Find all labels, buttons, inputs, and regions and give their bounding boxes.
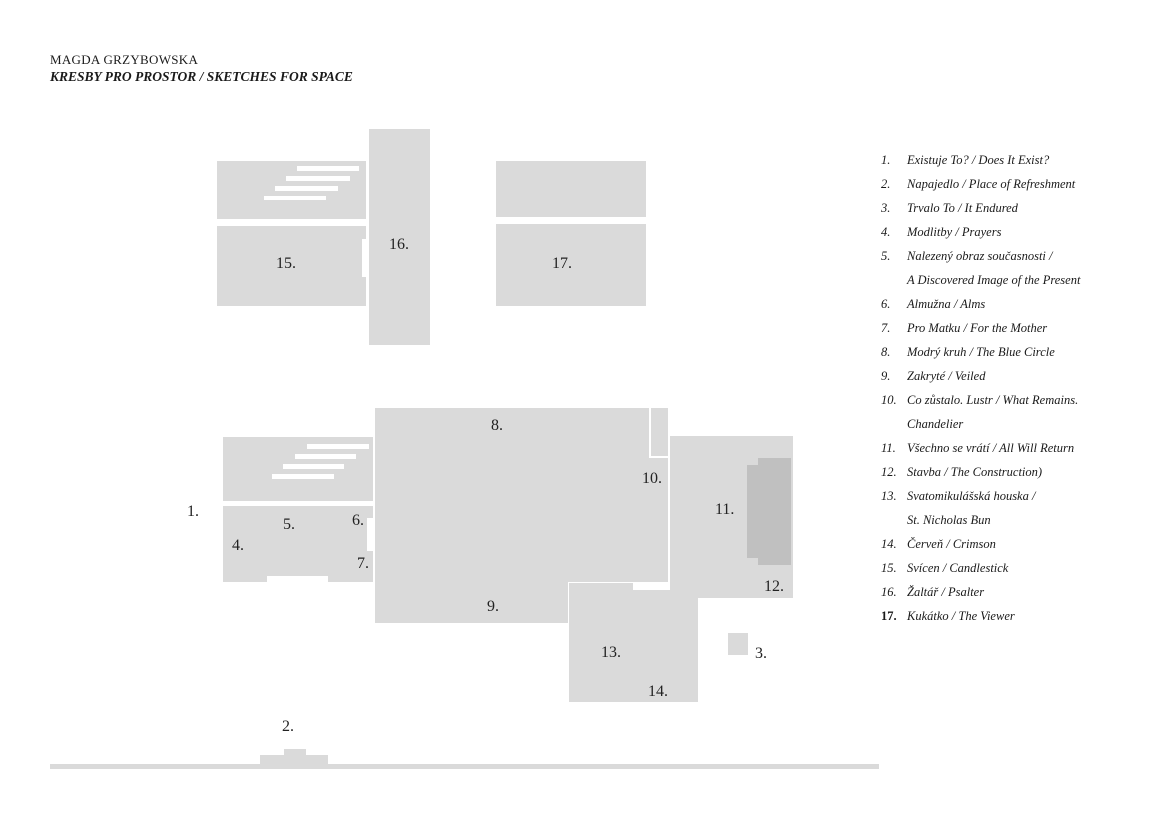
object-3 (728, 633, 748, 655)
legend-text: Žaltář / Psalter (907, 585, 985, 599)
map-label-8: 8. (491, 417, 503, 434)
legend-item (881, 148, 1151, 172)
legend-text: Všechno se vrátí / All Will Return (907, 441, 1075, 455)
doorway (367, 518, 374, 551)
map-label-9: 9. (487, 598, 499, 615)
legend-text: Zakryté / Veiled (907, 369, 986, 383)
legend-text: Stavba / The Construction) (907, 465, 1043, 479)
object-2 (284, 749, 306, 756)
doorway (362, 239, 368, 277)
legend-item (881, 436, 1151, 460)
stair-line (283, 464, 344, 469)
stair-line (264, 196, 326, 200)
map-label-4: 4. (232, 537, 244, 554)
map-label-15: 15. (276, 255, 296, 272)
artwork-legend (881, 148, 1151, 628)
stair-line (297, 166, 359, 171)
legend-number: 16. (881, 585, 897, 599)
legend-number: 1. (881, 153, 891, 167)
legend-text: Pro Matku / For the Mother (907, 321, 1048, 335)
legend-item (881, 580, 1151, 604)
stair-line (307, 444, 369, 449)
legend-item (881, 532, 1151, 556)
legend-item-continued (881, 412, 1151, 436)
legend-number: 7. (881, 321, 891, 335)
map-label-14: 14. (648, 683, 668, 700)
artist-name: MAGDA GRZYBOWSKA (50, 52, 199, 67)
legend-item (881, 292, 1151, 316)
legend-number: 14. (881, 537, 897, 551)
map-label-12: 12. (764, 578, 784, 595)
legend-item (881, 244, 1151, 268)
map-label-6: 6. (352, 512, 364, 529)
stair-line (295, 454, 356, 459)
installation-11 (758, 458, 791, 565)
map-label-5: 5. (283, 516, 295, 533)
object-2 (260, 755, 328, 765)
map-label-17: 17. (552, 255, 572, 272)
legend-item (881, 388, 1151, 412)
legend-item (881, 196, 1151, 220)
legend-text: Kukátko / The Viewer (907, 609, 1015, 623)
opening (267, 576, 328, 584)
legend-number: 8. (881, 345, 891, 359)
legend-text: St. Nicholas Bun (907, 513, 991, 527)
stair-line (275, 186, 338, 191)
legend-number: 15. (881, 561, 897, 575)
legend-text: Modrý kruh / The Blue Circle (907, 345, 1055, 359)
legend-number: 10. (881, 393, 897, 407)
legend-item (881, 556, 1151, 580)
map-label-11: 11. (715, 501, 735, 518)
partition (649, 408, 651, 458)
legend-item (881, 604, 1151, 628)
stair-line (286, 176, 350, 181)
legend-text: Napajedlo / Place of Refreshment (907, 177, 1076, 191)
legend-text: Almužna / Alms (907, 297, 986, 311)
legend-item (881, 364, 1151, 388)
legend-item (881, 484, 1151, 508)
legend-item (881, 172, 1151, 196)
legend-text: Existuje To? / Does It Exist? (907, 153, 1050, 167)
legend-number: 17. (881, 609, 897, 623)
map-label-10: 10. (642, 470, 662, 487)
legend-number: 11. (881, 441, 896, 455)
room-4-5 (223, 506, 373, 582)
legend-number: 4. (881, 225, 891, 239)
legend-item-continued (881, 268, 1151, 292)
legend-text: Chandelier (907, 417, 964, 431)
map-label-16: 16. (389, 236, 409, 253)
legend-number: 13. (881, 489, 897, 503)
doorway (633, 583, 670, 590)
exhibition-title: KRESBY PRO PROSTOR / SKETCHES FOR SPACE (50, 69, 353, 84)
map-label-2: 2. (282, 718, 294, 735)
legend-text: Trvalo To / It Endured (907, 201, 1018, 215)
legend-number: 2. (881, 177, 891, 191)
legend-number: 6. (881, 297, 891, 311)
legend-text: Modlitby / Prayers (907, 225, 1002, 239)
legend-text: A Discovered Image of the Present (907, 273, 1081, 287)
map-label-3: 3. (755, 645, 767, 662)
legend-number: 3. (881, 201, 891, 215)
legend-item (881, 460, 1151, 484)
legend-number: 12. (881, 465, 897, 479)
ground-line (50, 764, 879, 769)
map-label-7: 7. (357, 555, 369, 572)
map-label-1: 1. (187, 503, 199, 520)
room-13-14 (569, 583, 698, 702)
legend-text: Nalezený obraz současnosti / (907, 249, 1053, 263)
legend-text: Co zůstalo. Lustr / What Remains. (907, 393, 1079, 407)
legend-item (881, 316, 1151, 340)
partition (649, 456, 669, 458)
legend-text: Svícen / Candlestick (907, 561, 1009, 575)
stair-line (272, 474, 334, 479)
installation-11 (747, 465, 759, 558)
legend-text: Červeň / Crimson (907, 537, 996, 551)
legend-number: 5. (881, 249, 891, 263)
legend-number: 9. (881, 369, 891, 383)
room-17-upper (496, 161, 646, 217)
legend-text: Svatomikulášská houska / (907, 489, 1036, 503)
legend-item (881, 220, 1151, 244)
legend-item-continued (881, 508, 1151, 532)
map-label-13: 13. (601, 644, 621, 661)
legend-item (881, 340, 1151, 364)
